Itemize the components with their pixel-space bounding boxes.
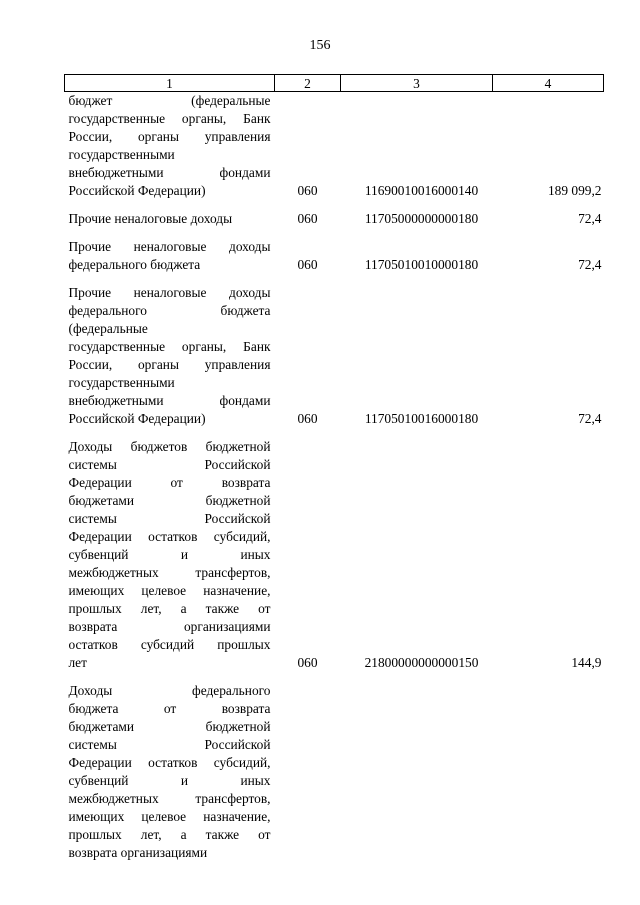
page-number: 156: [309, 38, 331, 53]
column-header-2: 2: [275, 75, 341, 92]
revenue-name-line: Федерации от возврата: [68, 475, 271, 490]
revenue-name-cell: [65, 210, 275, 228]
column-header-4: 4: [493, 75, 604, 92]
row-spacer: [65, 274, 604, 284]
revenue-name-line: Прочие неналоговые доходы: [68, 285, 271, 300]
column-header-1: 1: [65, 75, 275, 92]
revenue-name-line: государственными: [68, 147, 175, 162]
revenue-name-line: субвенций и иных: [68, 773, 271, 788]
revenue-name-line: бюджет (федеральные: [68, 93, 271, 108]
revenue-name-line: возврата организациями: [68, 845, 208, 860]
administrator-code-cell: 060: [297, 655, 318, 670]
revenue-name-line: системы Российской: [68, 511, 271, 526]
revenue-name-line: Федерации остатков субсидий,: [68, 755, 271, 770]
budget-classification-code-cell: 21800000000000150: [364, 655, 479, 670]
row-spacer: [65, 200, 604, 210]
revenue-name-line: системы Российской: [68, 737, 271, 752]
amount-cell: 144,9: [571, 655, 602, 670]
revenue-name-line: лет: [68, 655, 87, 670]
revenue-name-line: бюджетами бюджетной: [68, 493, 271, 508]
administrator-code-cell: 060: [297, 183, 318, 198]
budget-classification-code-cell: 11705010010000180: [364, 257, 479, 272]
revenue-name-cell: [65, 438, 275, 672]
revenue-name-line: государственные органы, Банк: [68, 339, 271, 354]
revenue-name-line: имеющих целевое назначение,: [68, 809, 271, 824]
budget-classification-code-cell: 11690010016000140: [364, 183, 479, 198]
revenue-name-line: бюджета от возврата: [68, 701, 271, 716]
row-spacer: [65, 672, 604, 682]
revenue-name-line: федерального бюджета: [68, 257, 201, 272]
revenue-name-line: Прочие неналоговые доходы: [68, 239, 271, 254]
administrator-code-cell: 060: [297, 257, 318, 272]
revenue-name-line: Федерации остатков субсидий,: [68, 529, 271, 544]
revenue-name-line: федерального бюджета: [68, 303, 271, 318]
revenue-name-line: бюджетами бюджетной: [68, 719, 271, 734]
revenue-name-cell: [65, 284, 275, 428]
budget-classification-code-cell: [341, 682, 493, 862]
table-row: [65, 238, 604, 274]
revenue-name-line: Доходы бюджетов бюджетной: [68, 439, 271, 454]
revenue-name-line: (федеральные: [68, 321, 148, 336]
revenue-name-line: России, органы управления: [68, 357, 271, 372]
administrator-code-cell: 060: [297, 411, 318, 426]
revenue-name-cell: [65, 92, 275, 201]
revenue-name-line: прошлых лет, а также от: [68, 827, 271, 842]
table-row: [65, 92, 604, 201]
administrator-code-cell: 060: [297, 211, 318, 226]
revenue-name-line: субвенций и иных: [68, 547, 271, 562]
revenue-name-cell: [65, 238, 275, 274]
revenue-name-cell: [65, 682, 275, 862]
revenue-name-line: остатков субсидий прошлых: [68, 637, 271, 652]
column-header-3: 3: [341, 75, 493, 92]
revenue-name-line: Российской Федерации): [68, 411, 206, 426]
revenue-name-line: возврата организациями: [68, 619, 271, 634]
administrator-code-cell: [275, 682, 341, 862]
amount-cell: 189 099,2: [547, 183, 602, 198]
amount-cell: 72,4: [578, 257, 602, 272]
revenue-name-line: Прочие неналоговые доходы: [68, 211, 233, 226]
budget-classification-code-cell: 11705010016000180: [364, 411, 479, 426]
table-body: [65, 92, 604, 863]
amount-cell: 72,4: [578, 211, 602, 226]
row-spacer: [65, 228, 604, 238]
table-row: [65, 438, 604, 672]
table-row: [65, 210, 604, 228]
revenue-name-line: системы Российской: [68, 457, 271, 472]
budget-revenue-table: [64, 74, 604, 862]
revenue-name-line: государственные органы, Банк: [68, 111, 271, 126]
row-spacer: [65, 428, 604, 438]
revenue-name-line: межбюджетных трансфертов,: [68, 791, 271, 806]
table-row: [65, 682, 604, 862]
table-row: [65, 284, 604, 428]
revenue-name-line: прошлых лет, а также от: [68, 601, 271, 616]
revenue-name-line: внебюджетными фондами: [68, 393, 271, 408]
revenue-name-line: имеющих целевое назначение,: [68, 583, 271, 598]
revenue-name-line: Российской Федерации): [68, 183, 206, 198]
revenue-name-line: государственными: [68, 375, 175, 390]
table-header-row: [65, 75, 604, 92]
amount-cell: 72,4: [578, 411, 602, 426]
amount-cell: [493, 682, 604, 862]
revenue-name-line: России, органы управления: [68, 129, 271, 144]
revenue-name-line: внебюджетными фондами: [68, 165, 271, 180]
revenue-name-line: межбюджетных трансфертов,: [68, 565, 271, 580]
budget-classification-code-cell: 11705000000000180: [364, 211, 479, 226]
revenue-name-line: Доходы федерального: [68, 683, 271, 698]
